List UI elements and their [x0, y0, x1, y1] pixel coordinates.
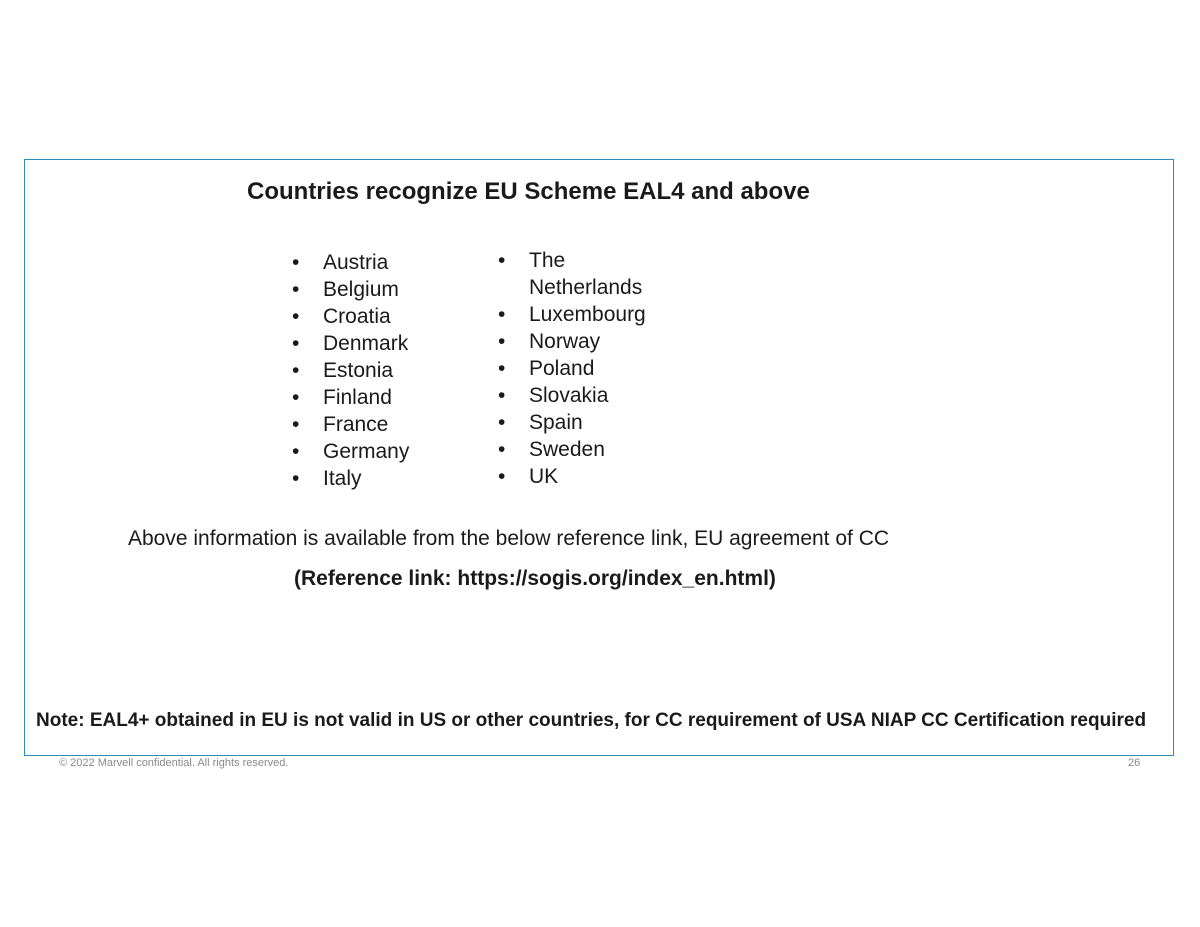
- country-item: [292, 357, 409, 384]
- bullet-icon: •: [498, 330, 506, 353]
- bullet-icon: •: [292, 413, 300, 436]
- country-item: [498, 463, 668, 490]
- country-item: [292, 438, 409, 465]
- country-item: [292, 276, 409, 303]
- bullet-icon: •: [292, 467, 300, 490]
- country-name: Finland: [323, 386, 392, 409]
- bullet-icon: •: [498, 465, 506, 488]
- country-name: Germany: [323, 440, 410, 463]
- bullet-icon: •: [292, 440, 300, 463]
- country-item: [498, 382, 668, 409]
- country-item: [292, 465, 409, 492]
- country-name: Belgium: [323, 278, 399, 301]
- country-item: [498, 328, 668, 355]
- bullet-icon: •: [292, 386, 300, 409]
- country-list-right: [498, 247, 668, 490]
- bullet-icon: •: [292, 278, 300, 301]
- bullet-icon: •: [498, 249, 506, 272]
- bullet-icon: •: [498, 411, 506, 434]
- country-item: [292, 249, 409, 276]
- country-item: [498, 436, 668, 463]
- country-name: UK: [529, 465, 559, 488]
- country-name: Estonia: [323, 359, 394, 382]
- country-item: [292, 411, 409, 438]
- bullet-icon: •: [498, 303, 506, 326]
- country-name: The Netherlands: [529, 249, 643, 299]
- country-item: [292, 303, 409, 330]
- bullet-icon: •: [292, 251, 300, 274]
- country-name: Italy: [323, 467, 362, 490]
- country-name: Croatia: [323, 305, 391, 328]
- country-name: Poland: [529, 357, 595, 380]
- bullet-icon: •: [292, 359, 300, 382]
- country-name: France: [323, 413, 389, 436]
- country-name: Sweden: [529, 438, 605, 461]
- country-item: [498, 409, 668, 436]
- info-text: Above information is available from the below reference link, EU agreement of CC: [128, 527, 890, 550]
- country-name: Slovakia: [529, 384, 609, 407]
- bullet-icon: •: [292, 305, 300, 328]
- country-item: [498, 355, 668, 382]
- country-item: [292, 384, 409, 411]
- footer-copyright: © 2022 Marvell confidential. All rights reserved.: [59, 757, 289, 769]
- bullet-icon: •: [498, 438, 506, 461]
- bullet-icon: •: [292, 332, 300, 355]
- reference-link[interactable]: (Reference link: https://sogis.org/index_en.html): [294, 567, 776, 590]
- country-name: Spain: [529, 411, 583, 434]
- country-item: [292, 330, 409, 357]
- country-name: Denmark: [323, 332, 409, 355]
- bullet-icon: •: [498, 357, 506, 380]
- country-name: Norway: [529, 330, 601, 353]
- slide-title: Countries recognize EU Scheme EAL4 and above: [247, 178, 810, 205]
- country-list-left: [292, 249, 409, 492]
- note-text: Note: EAL4+ obtained in EU is not valid in US or other countries, for CC requirement of USA NIAP CC Certification required: [36, 710, 1147, 731]
- country-item: [498, 301, 668, 328]
- country-name: Austria: [323, 251, 389, 274]
- bullet-icon: •: [498, 384, 506, 407]
- page-number: 26: [1128, 757, 1141, 769]
- country-name: Luxembourg: [529, 303, 646, 326]
- country-item: [498, 247, 668, 301]
